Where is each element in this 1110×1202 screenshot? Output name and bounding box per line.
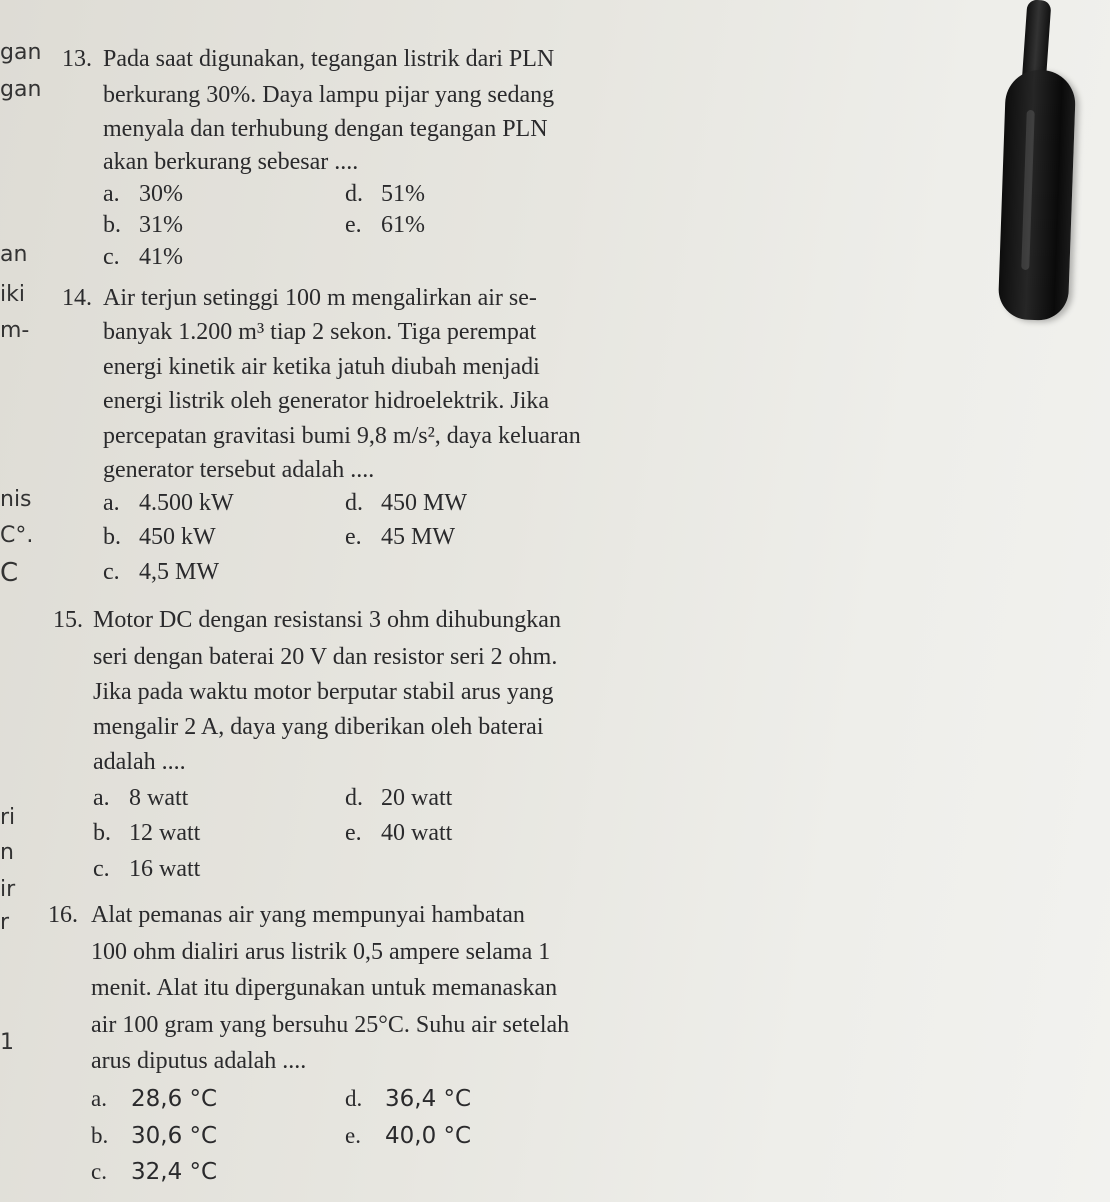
- option-label: a.: [93, 785, 110, 811]
- margin-fragment: gan: [0, 40, 42, 65]
- option-text: 30%: [139, 181, 183, 207]
- answer-option-d: [345, 1087, 471, 1111]
- question-number: 14.: [62, 285, 92, 311]
- margin-fragment: gan: [0, 77, 42, 102]
- margin-fragment: nis: [0, 487, 32, 512]
- margin-fragment: r: [0, 910, 10, 935]
- answer-option-d: [345, 786, 452, 810]
- answer-option-b: [103, 213, 183, 237]
- answer-option-a: [93, 786, 188, 810]
- answer-option-e: [345, 525, 455, 549]
- question-text-line: berkurang 30%. Daya lampu pijar yang sedang: [103, 82, 555, 108]
- margin-fragment: ri: [0, 805, 16, 830]
- margin-fragment: 1: [0, 1030, 14, 1055]
- option-label: d.: [345, 490, 363, 516]
- question-text-line: Pada saat digunakan, tegangan listrik dari PLN: [103, 46, 555, 72]
- question-text-line: banyak 1.200 m³ tiap 2 sekon. Tiga perempat: [103, 319, 537, 345]
- question-text-line: Alat pemanas air yang mempunyai hambatan: [91, 902, 525, 928]
- margin-fragment: iki: [0, 282, 25, 307]
- option-label: b.: [91, 1123, 109, 1148]
- question-text-line: Jika pada waktu motor berputar stabil arus yang: [93, 679, 554, 705]
- answer-option-c: [93, 857, 200, 881]
- option-label: e.: [345, 212, 362, 238]
- question-text-line: arus diputus adalah ....: [91, 1048, 307, 1074]
- option-text: 40 watt: [381, 820, 453, 846]
- question-text-line: energi kinetik air ketika jatuh diubah menjadi: [103, 354, 540, 380]
- option-label: b.: [103, 524, 121, 550]
- question-text-line: Motor DC dengan resistansi 3 ohm dihubungkan: [93, 607, 561, 633]
- option-label: e.: [345, 820, 362, 846]
- option-text: 28,6 °C: [131, 1086, 218, 1112]
- option-label: c.: [103, 559, 120, 585]
- option-text: 8 watt: [129, 785, 189, 811]
- option-text: 61%: [381, 212, 425, 238]
- option-label: e.: [345, 524, 362, 550]
- margin-fragment: n: [0, 840, 14, 865]
- answer-option-e: [345, 1124, 471, 1148]
- option-text: 32,4 °C: [131, 1159, 218, 1185]
- option-label: b.: [103, 212, 121, 238]
- option-text: 30,6 °C: [131, 1123, 218, 1149]
- question-text-line: air 100 gram yang bersuhu 25°C. Suhu air setelah: [91, 1012, 570, 1038]
- margin-fragment: C°.: [0, 523, 34, 548]
- option-label: b.: [93, 820, 111, 846]
- option-label: c.: [103, 244, 120, 270]
- answer-option-a: [103, 491, 234, 515]
- option-label: a.: [91, 1086, 107, 1111]
- option-text: 51%: [381, 181, 425, 207]
- margin-fragment: an: [0, 242, 28, 267]
- pen-cap: [998, 69, 1077, 321]
- option-text: 45 MW: [381, 524, 455, 550]
- option-text: 16 watt: [129, 856, 201, 882]
- question-text-line: 100 ohm dialiri arus listrik 0,5 ampere selama 1: [91, 939, 551, 965]
- answer-option-d: [345, 491, 467, 515]
- option-text: 12 watt: [129, 820, 201, 846]
- answer-option-a: [103, 182, 183, 206]
- margin-fragment: C: [0, 558, 19, 588]
- question-text-line: adalah ....: [93, 749, 186, 775]
- question-text-line: seri dengan baterai 20 V dan resistor seri 2 ohm.: [93, 644, 558, 670]
- question-number: 15.: [53, 607, 83, 633]
- margin-fragment: ir: [0, 877, 16, 902]
- option-label: d.: [345, 1086, 363, 1111]
- answer-option-d: [345, 182, 425, 206]
- answer-option-a: [91, 1087, 217, 1111]
- option-text: 31%: [139, 212, 183, 238]
- option-label: d.: [345, 181, 363, 207]
- question-text-line: energi listrik oleh generator hidroelektrik. Jika: [103, 388, 550, 414]
- option-label: e.: [345, 1123, 361, 1148]
- answer-option-b: [93, 821, 200, 845]
- option-text: 450 kW: [139, 524, 216, 550]
- option-label: a.: [103, 181, 120, 207]
- option-text: 40,0 °C: [385, 1123, 472, 1149]
- answer-option-e: [345, 821, 452, 845]
- answer-option-c: [103, 560, 219, 584]
- option-text: 41%: [139, 244, 183, 270]
- answer-option-b: [103, 525, 216, 549]
- option-text: 36,4 °C: [385, 1086, 472, 1112]
- option-text: 450 MW: [381, 490, 467, 516]
- option-label: a.: [103, 490, 120, 516]
- question-text-line: akan berkurang sebesar ....: [103, 149, 359, 175]
- option-label: d.: [345, 785, 363, 811]
- question-text-line: menit. Alat itu dipergunakan untuk memanaskan: [91, 975, 558, 1001]
- option-text: 4,5 MW: [139, 559, 219, 585]
- answer-option-b: [91, 1124, 217, 1148]
- answer-option-c: [91, 1160, 217, 1184]
- option-label: c.: [93, 856, 110, 882]
- question-text-line: menyala dan terhubung dengan tegangan PLN: [103, 116, 548, 142]
- margin-fragment: m-: [0, 318, 30, 343]
- question-text-line: generator tersebut adalah ....: [103, 457, 375, 483]
- question-number: 16.: [48, 902, 78, 928]
- option-label: c.: [91, 1159, 107, 1184]
- question-text-line: percepatan gravitasi bumi 9,8 m/s², daya keluaran: [103, 423, 581, 449]
- answer-option-c: [103, 245, 183, 269]
- question-text-line: Air terjun setinggi 100 m mengalirkan air se-: [103, 285, 537, 311]
- option-text: 4.500 kW: [139, 490, 234, 516]
- question-text-line: mengalir 2 A, daya yang diberikan oleh baterai: [93, 714, 544, 740]
- option-text: 20 watt: [381, 785, 453, 811]
- question-number: 13.: [62, 46, 92, 72]
- answer-option-e: [345, 213, 425, 237]
